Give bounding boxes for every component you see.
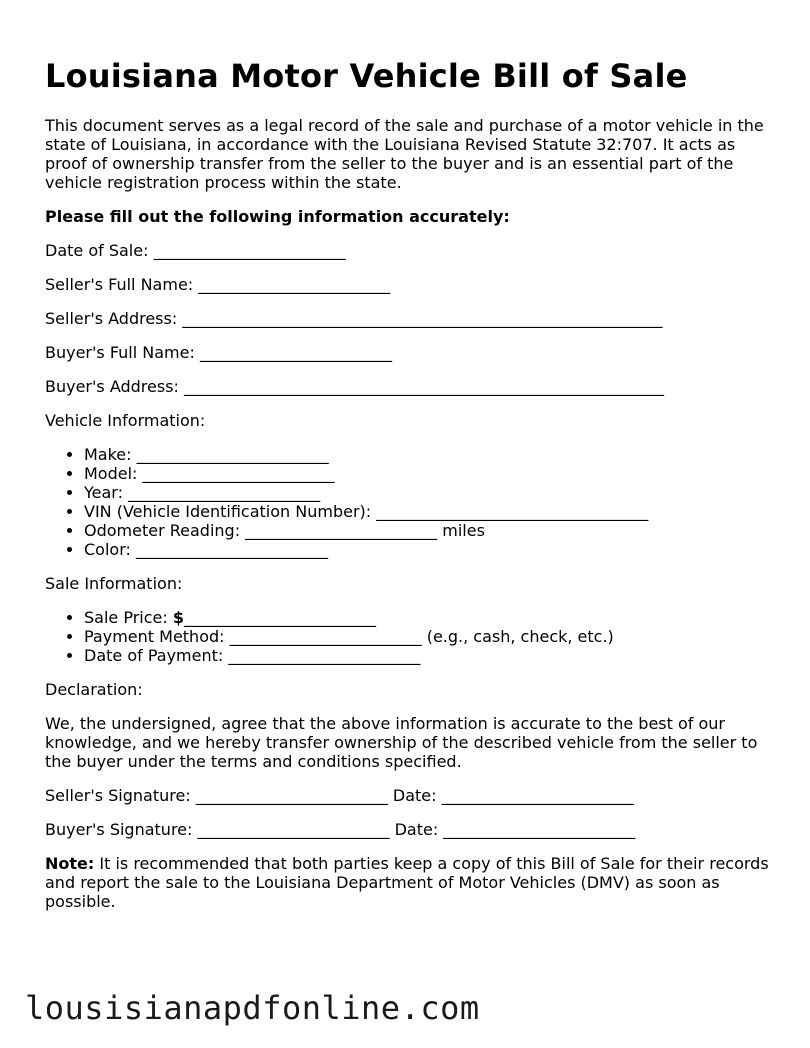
instruction-text: Please fill out the following information accurately:	[45, 207, 510, 226]
declaration-text: We, the undersigned, agree that the above information is accurate to the best of our knowledge, and we hereby transfer ownership of the described vehicle from the seller to the buyer under the terms and conditions specified.	[45, 714, 758, 771]
seller-name-field[interactable]: Seller's Full Name: ________________________	[45, 275, 391, 294]
sale-price-field[interactable]	[84, 608, 775, 627]
payment-date-field[interactable]: • Date of Payment: ________________________	[84, 646, 775, 665]
site-watermark: lousisianapdfonline.com	[25, 989, 480, 1027]
sale-price-blank[interactable]: ________________________	[183, 608, 376, 627]
note-label: Note:	[45, 854, 95, 873]
sale-price-label: Sale Price:	[84, 608, 173, 627]
document-page	[45, 56, 775, 911]
vehicle-color-field[interactable]: • Color: ________________________	[84, 540, 775, 559]
vehicle-info-heading: Vehicle Information:	[45, 411, 206, 430]
vehicle-info-list	[45, 445, 775, 559]
sale-info-heading: Sale Information:	[45, 574, 183, 593]
vehicle-year-field[interactable]: • Year: ________________________	[84, 483, 775, 502]
vehicle-vin-field[interactable]: • VIN (Vehicle Identification Number): __________________________________	[84, 502, 775, 521]
note-paragraph	[45, 854, 775, 911]
buyer-signature-field[interactable]: Buyer's Signature: ________________________ Date: ________________________	[45, 820, 636, 839]
vehicle-make-field[interactable]: • Make: ________________________	[84, 445, 775, 464]
note-text: It is recommended that both parties keep a copy of this Bill of Sale for their records and report the sale to the Louisiana Department of Motor Vehicles (DMV) as soon as possible.	[45, 854, 769, 911]
sale-info-list	[45, 608, 775, 665]
buyer-name-field[interactable]: Buyer's Full Name: ________________________	[45, 343, 392, 362]
date-of-sale-field[interactable]: Date of Sale: ________________________	[45, 241, 346, 260]
payment-method-field[interactable]: • Payment Method: ________________________ (e.g., cash, check, etc.)	[84, 627, 775, 646]
declaration-heading: Declaration:	[45, 680, 143, 699]
seller-address-field[interactable]: Seller's Address: ____________________________________________________________	[45, 309, 663, 328]
seller-signature-field[interactable]: Seller's Signature: ________________________ Date: ________________________	[45, 786, 634, 805]
intro-paragraph: This document serves as a legal record of the sale and purchase of a motor vehicle in the state of Louisiana, in accordance with the Louisiana Revised Statute 32:707. It acts as proof of ownership transfer from the seller to the buyer and is an essential part of the vehicle registration process within the state.	[45, 116, 764, 192]
buyer-address-field[interactable]: Buyer's Address: ____________________________________________________________	[45, 377, 665, 396]
vehicle-odometer-field[interactable]: • Odometer Reading: ________________________ miles	[84, 521, 775, 540]
dollar-sign: $	[172, 608, 184, 627]
vehicle-model-field[interactable]: • Model: ________________________	[84, 464, 775, 483]
document-title: Louisiana Motor Vehicle Bill of Sale	[45, 57, 688, 95]
